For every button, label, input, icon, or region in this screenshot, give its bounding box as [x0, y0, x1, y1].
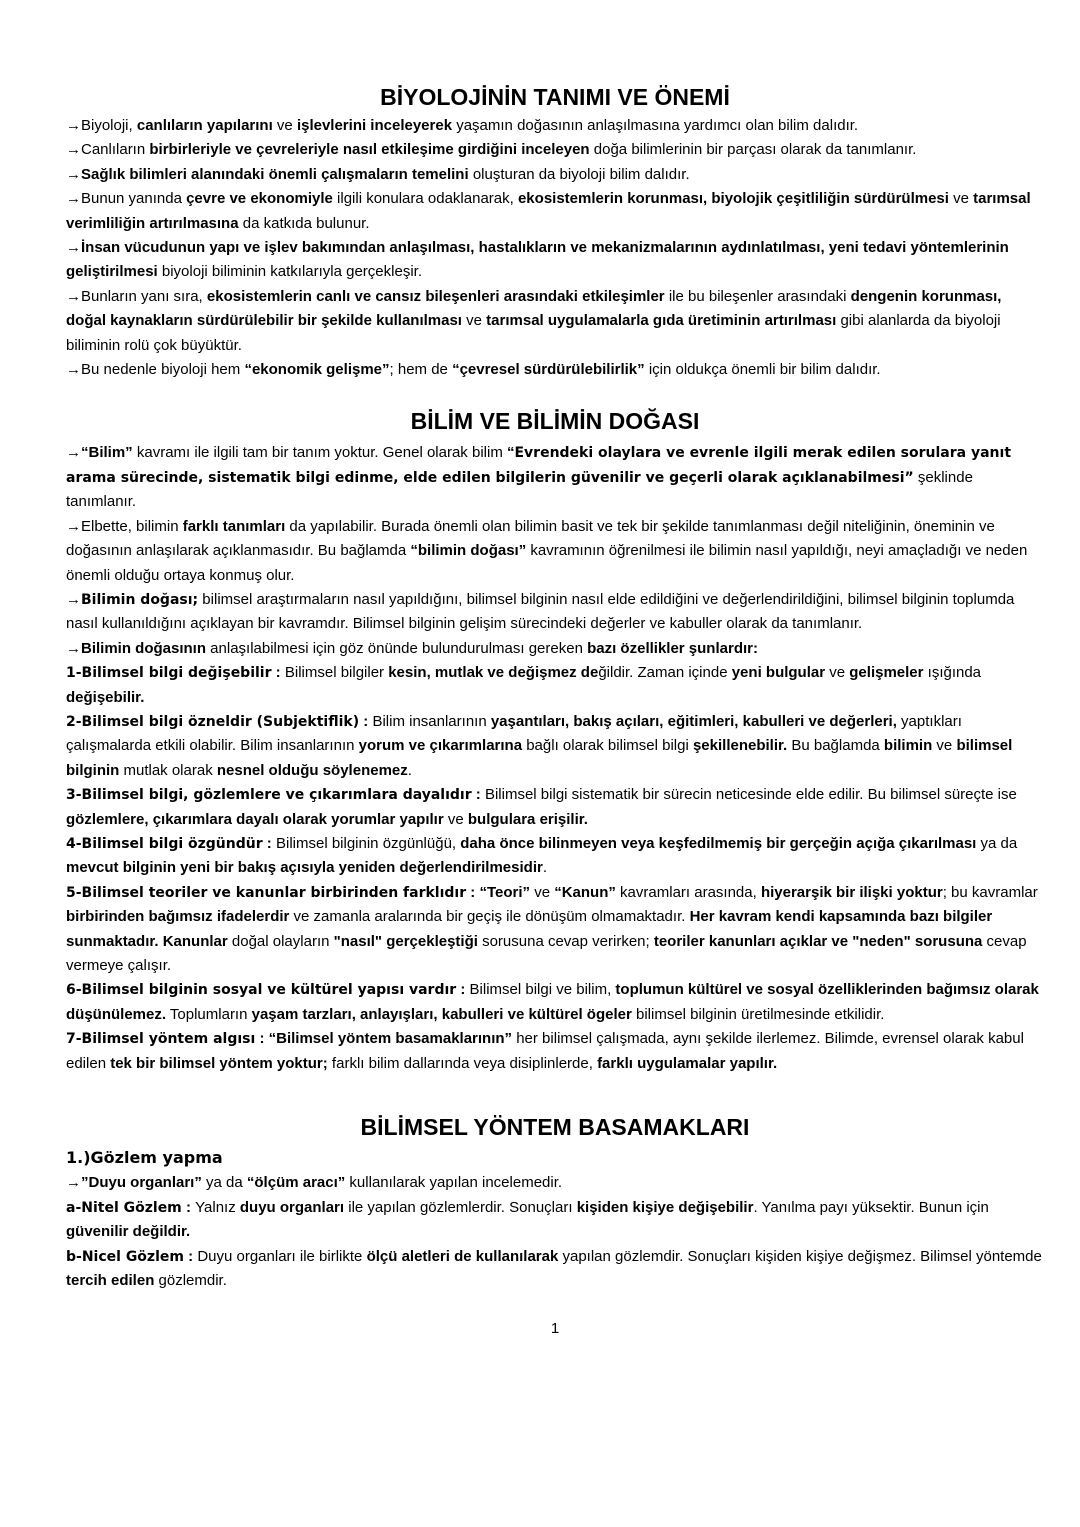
paragraph	[66, 710, 1044, 783]
body-text: bağlı olarak bilimsel bilgi	[522, 737, 693, 755]
emphasis-text: 6-Bilimsel bilginin sosyal ve kültürel yapısı vardır	[66, 982, 457, 999]
bold-text: daha önce bilinmeyen veya keşfedilmemiş bir gerçeğin açığa çıkarılması	[460, 834, 977, 852]
body-text: Bunların yanı sıra,	[81, 287, 207, 305]
bold-text: teoriler kanunları açıklar ve "neden" sorusuna	[653, 932, 983, 950]
bold-text: →	[66, 117, 81, 134]
bold-text: birbirleriyle ve çevreleriyle nasıl etkileşime girdiğini inceleyen	[149, 141, 590, 159]
bold-text: işlevlerini inceleyerek	[296, 117, 453, 134]
bold-text: “Teori”	[479, 883, 531, 901]
body-text: ve	[825, 664, 850, 682]
body-text: şeklinde tanımlanır.	[66, 468, 973, 511]
bold-text: →	[66, 190, 81, 208]
body-text: ve	[443, 810, 468, 828]
body-text: ve	[932, 737, 957, 755]
bold-text: :	[359, 712, 373, 730]
section-nature-of-science	[66, 404, 1044, 1076]
bold-text: ekosistemlerin korunması, biyolojik çeşitliliğin sürdürülmesi	[517, 190, 949, 208]
body-text: ve	[530, 883, 555, 901]
bold-text: :	[181, 1198, 196, 1216]
bold-text: canlıların yapılarını	[136, 117, 273, 134]
paragraph	[66, 236, 1044, 285]
page-number: 1	[550, 1320, 560, 1338]
bold-text: “	[506, 444, 515, 462]
bold-text: “Bilimsel yöntem basamaklarının”	[268, 1030, 513, 1048]
body-text: sorusuna cevap verirken;	[477, 932, 654, 950]
body-text: kavramları arasında,	[615, 883, 761, 901]
bold-text: “ekonomik gelişme”	[244, 361, 390, 379]
bold-text: tarımsal verimliliğin artırılmasına	[66, 190, 1031, 232]
bold-text: :	[471, 786, 485, 804]
bold-text: nesnel olduğu söylenemez	[216, 761, 408, 779]
bold-text: "nasıl" gerçekleştiği	[333, 932, 478, 950]
body-text: kavramı ile ilgili tam bir tanım yoktur. Genel olarak bilim	[132, 444, 507, 462]
emphasis-text: b-Nicel Gözlem	[66, 1248, 184, 1265]
body-text: ya da	[201, 1174, 247, 1192]
body-text: Biyoloji,	[81, 117, 137, 134]
document-page	[66, 80, 1044, 1341]
paragraph	[66, 441, 1044, 514]
bold-text: :	[262, 834, 276, 852]
bold-text: yaşam tarzları, anlayışları, kabulleri ve kültürel ögeler	[251, 1005, 632, 1023]
body-text: Bilimsel bilgi ve bilim,	[469, 981, 616, 999]
bold-text: :	[456, 981, 470, 999]
body-text: doğa bilimlerinin bir parçası olarak da tanımlanır.	[589, 141, 917, 159]
body-text: bilimsel bilginin üretilmesinde etkilidir.	[631, 1005, 885, 1023]
bold-text: kesin, mutlak ve değişmez de	[388, 664, 599, 682]
section-biology-definition	[66, 80, 1044, 382]
paragraph	[66, 358, 1044, 382]
paragraph	[66, 978, 1044, 1027]
body-text: yaşamın doğasının anlaşılmasına yardımcı olan bilim dalıdır.	[452, 117, 859, 134]
bold-text: :	[466, 883, 480, 901]
bold-text: farklı tanımları	[182, 517, 286, 535]
body-text: için oldukça önemli bir bilim dalıdır.	[644, 361, 881, 379]
bold-text: farklı uygulamalar yapılır.	[597, 1054, 778, 1072]
bold-text: değişebilir.	[66, 688, 145, 706]
bold-text: →	[66, 590, 81, 608]
body-text: biyoloji biliminin katkılarıyla gerçekleşir.	[157, 263, 422, 281]
emphasis-text: Evrendeki olaylara ve evrenle ilgili merak edilen sorulara yanıt arama sürecinde, sistematik bilgi edinme, elde edilen bilgilerin güvenilir ve geçerli olarak açıklanabilmesi”	[66, 445, 1012, 486]
bold-text: bilimin	[883, 737, 933, 755]
paragraph	[66, 1245, 1044, 1294]
body-text: Duyu organları ile birlikte	[197, 1247, 367, 1265]
paragraph	[66, 637, 1044, 661]
body-text: Canlıların	[81, 141, 150, 159]
body-text: anlaşılabilmesi için göz önünde bulundurulması gereken	[206, 639, 588, 657]
emphasis-text: 1.)Gözlem yapma	[66, 1148, 223, 1168]
body-text: ilgili konulara odaklanarak,	[332, 190, 518, 208]
bold-text: “ölçüm aracı”	[246, 1174, 346, 1192]
paragraph	[66, 1196, 1044, 1245]
paragraph	[66, 515, 1044, 588]
section-body	[66, 114, 1044, 382]
body-text: yaptıkları çalışmalarda etkili olabilir. Bilim insanlarının	[66, 712, 962, 755]
emphasis-text: 1-Bilimsel bilgi değişebilir	[66, 665, 272, 682]
body-text: Toplumların	[166, 1005, 252, 1023]
paragraph	[66, 1171, 1044, 1195]
subsection-heading	[66, 1147, 1044, 1171]
bold-text: toplumun kültürel ve sosyal özelliklerinden bağımsız olarak düşünülemez.	[66, 981, 1039, 1023]
emphasis-text: 2-Bilimsel bilgi özneldir (Subjektiflik)	[66, 713, 360, 730]
bold-text: →	[66, 517, 81, 535]
bold-text: yorum ve çıkarımlarına	[358, 737, 523, 755]
body-text: gözlemdir.	[154, 1272, 227, 1290]
bold-text: bazı özellikler şunlardır:	[587, 639, 758, 657]
bold-text: →	[66, 141, 81, 159]
emphasis-text: 5-Bilimsel teoriler ve kanunlar birbirinden farklıdır	[66, 884, 467, 901]
section-title: BİYOLOJİNİN TANIMI VE ÖNEMİ	[380, 84, 730, 110]
body-text: .	[542, 859, 548, 877]
body-text: her bilimsel çalışmada, aynı şekilde ilerlemez. Bilimde, evrensel olarak kabul edilen	[66, 1030, 1024, 1072]
section-body	[66, 1147, 1044, 1293]
body-text: . Yanılma payı yüksektir. Bunun için	[753, 1198, 989, 1216]
body-text: oluşturan da biyoloji bilim dalıdır.	[468, 165, 690, 183]
bold-text: duyu organları	[239, 1198, 345, 1216]
bold-text: →	[66, 287, 81, 305]
bold-text: gözlemlere, çıkarımlara dayalı olarak yorumlar yapılır	[66, 810, 444, 828]
bold-text: :	[255, 1030, 269, 1048]
body-text: doğal olayların	[227, 932, 334, 950]
body-text: mutlak olarak	[119, 761, 217, 779]
body-text: kullanılarak yapılan incelemedir.	[345, 1174, 563, 1192]
paragraph	[66, 588, 1044, 637]
body-text: ışığında	[923, 664, 982, 682]
bold-text: →İnsan vücudunun yapı ve işlev bakımından anlaşılması, hastalıkların ve mekanizmalarının aydınlatılması, yeni tedavi yöntemlerinin geliştirilmesi	[66, 239, 1009, 281]
body-text: farklı bilim dallarında veya disiplinlerde,	[327, 1054, 598, 1072]
bold-text: güvenilir değildir.	[66, 1223, 191, 1241]
section-title: BİLİMSEL YÖNTEM BASAMAKLARI	[360, 1114, 750, 1141]
emphasis-text: 4-Bilimsel bilgi özgündür	[66, 835, 263, 852]
paragraph	[66, 285, 1044, 358]
body-text: ve	[272, 117, 297, 134]
bold-text: bulgulara erişilir.	[467, 810, 588, 828]
paragraph	[66, 138, 1044, 162]
body-text: da katkıda bulunur.	[238, 214, 370, 232]
paragraph	[66, 661, 1044, 710]
body-text: Bilim insanlarının	[372, 712, 491, 730]
bold-text: bilimsel bilginin	[66, 737, 1013, 779]
bold-text: ölçü aletleri de kullanılarak	[366, 1247, 559, 1265]
bold-text: şekillenebilir.	[692, 737, 788, 755]
body-text: Bu nedenle biyoloji hem	[81, 361, 245, 379]
body-text: Bilimsel bilgiler	[284, 664, 389, 682]
bold-text: “bilimin doğası”	[410, 542, 527, 560]
body-text: Bilimsel bilgi sistematik bir sürecin neticesinde elde edilir. Bu bilimsel süreçte ise	[484, 786, 1017, 804]
bold-text: birbirinden bağımsız ifadelerdir	[66, 908, 290, 926]
bold-text: “Kanun”	[554, 883, 616, 901]
emphasis-text: Bilimin doğası;	[81, 591, 199, 608]
bold-text: çevre ve ekonomiyle	[186, 190, 333, 208]
body-text: da yapılabilir. Burada önemli olan bilimin basit ve tek bir şekilde tanımlanması değil niteliğinin, öneminin ve doğasının anlaşılarak açıklanmasıdır. Bu bağlamda	[66, 517, 995, 560]
paragraph	[66, 163, 1044, 187]
bold-text: mevcut bilginin yeni bir bakış açısıyla yeniden değerlendirilmesidir	[66, 859, 543, 877]
body-text: gibi alanlarda da biyoloji biliminin rolü çok büyüktür.	[66, 312, 1001, 354]
body-text: Bunun yanında	[81, 190, 187, 208]
body-text: .	[407, 761, 412, 779]
bold-text: ekosistemlerin canlı ve cansız bileşenleri arasındaki etkileşimler	[206, 287, 665, 305]
bold-text: tek bir bilimsel yöntem yoktur;	[110, 1054, 328, 1072]
body-text: ile bu bileşenler arasındaki	[664, 287, 851, 305]
bold-text: →Sağlık bilimleri alanındaki önemli çalışmaların temelini	[66, 165, 469, 183]
body-text: kavramının öğrenilmesi ile bilimin nasıl yapıldığı, neyi amaçladığı ve neden önemli olduğu ortaya konmuş olur.	[66, 542, 1028, 584]
bold-text: Her kavram kendi kapsamında bazı bilgiler sunmaktadır. Kanunlar	[66, 908, 993, 950]
paragraph	[66, 114, 1044, 138]
bold-text: →“Bilim”	[66, 444, 133, 462]
body-text: yapılan gözlemdir. Sonuçları kişiden kişiye değişmez. Bilimsel yöntemde	[558, 1247, 1042, 1265]
bold-text: gelişmeler	[849, 664, 924, 682]
body-text: Yalnız	[195, 1198, 240, 1216]
body-text: ve	[461, 312, 487, 330]
bold-text: yaşantıları, bakış açıları, eğitimleri, kabulleri ve değerleri,	[490, 712, 897, 730]
paragraph	[66, 832, 1044, 881]
section-title: BİLİM VE BİLİMİN DOĞASI	[410, 408, 700, 435]
body-text: ile yapılan gözlemlerdir. Sonuçları	[344, 1198, 577, 1216]
paragraph	[66, 881, 1044, 979]
bold-text: “çevresel sürdürülebilirlik”	[452, 361, 645, 379]
body-text: Bilimsel bilginin özgünlüğü,	[275, 834, 461, 852]
bold-text: →	[66, 361, 81, 379]
emphasis-text: 7-Bilimsel yöntem algısı	[66, 1031, 256, 1048]
emphasis-text: a-Nitel Gözlem	[66, 1199, 182, 1216]
body-text: cevap vermeye çalışır.	[66, 932, 1027, 974]
bold-text: kişiden kişiye değişebilir	[576, 1198, 754, 1216]
paragraph	[66, 187, 1044, 236]
bold-text: yeni bulgular	[731, 664, 826, 682]
body-text: ; hem de	[389, 361, 453, 379]
paragraph	[66, 1027, 1044, 1076]
bold-text: :	[183, 1247, 198, 1265]
body-text: ğildir. Zaman içinde	[598, 664, 732, 682]
bold-text: →Bilimin doğasının	[66, 639, 207, 657]
body-text: Bu bağlamda	[787, 737, 884, 755]
section-scientific-method-steps	[66, 1110, 1044, 1293]
bold-text: tercih edilen	[66, 1272, 155, 1290]
body-text: ; bu kavramlar	[942, 883, 1038, 901]
emphasis-text: 3-Bilimsel bilgi, gözlemlere ve çıkarımlara dayalıdır	[66, 787, 472, 804]
bold-text: dengenin korunması, doğal kaynakların sürdürülebilir bir şekilde kullanılması	[66, 287, 1002, 330]
bold-text: :	[271, 664, 285, 682]
body-text: Elbette, bilimin	[81, 517, 183, 535]
body-text: ve	[948, 190, 974, 208]
paragraph	[66, 783, 1044, 832]
bold-text: →”Duyu organları”	[66, 1174, 202, 1192]
body-text: bilimsel araştırmaların nasıl yapıldığını, bilimsel bilginin nasıl elde edildiğini ve değerlendirildiğini, bilimsel bilginin toplumda nasıl kullanıldığını açıklayan bir kavramdır. Bilimsel bilginin gelişim sürecindeki değerler ve kabuller olarak da tanımlanır.	[66, 590, 1015, 633]
bold-text: tarımsal uygulamalarla gıda üretiminin artırılması	[486, 312, 837, 330]
body-text: ya da	[976, 834, 1018, 852]
body-text: ve zamanla aralarında bir geçiş ile dönüşüm olmamaktadır.	[289, 908, 690, 926]
section-body	[66, 441, 1044, 1076]
bold-text: hiyerarşik bir ilişki yoktur	[760, 883, 943, 901]
